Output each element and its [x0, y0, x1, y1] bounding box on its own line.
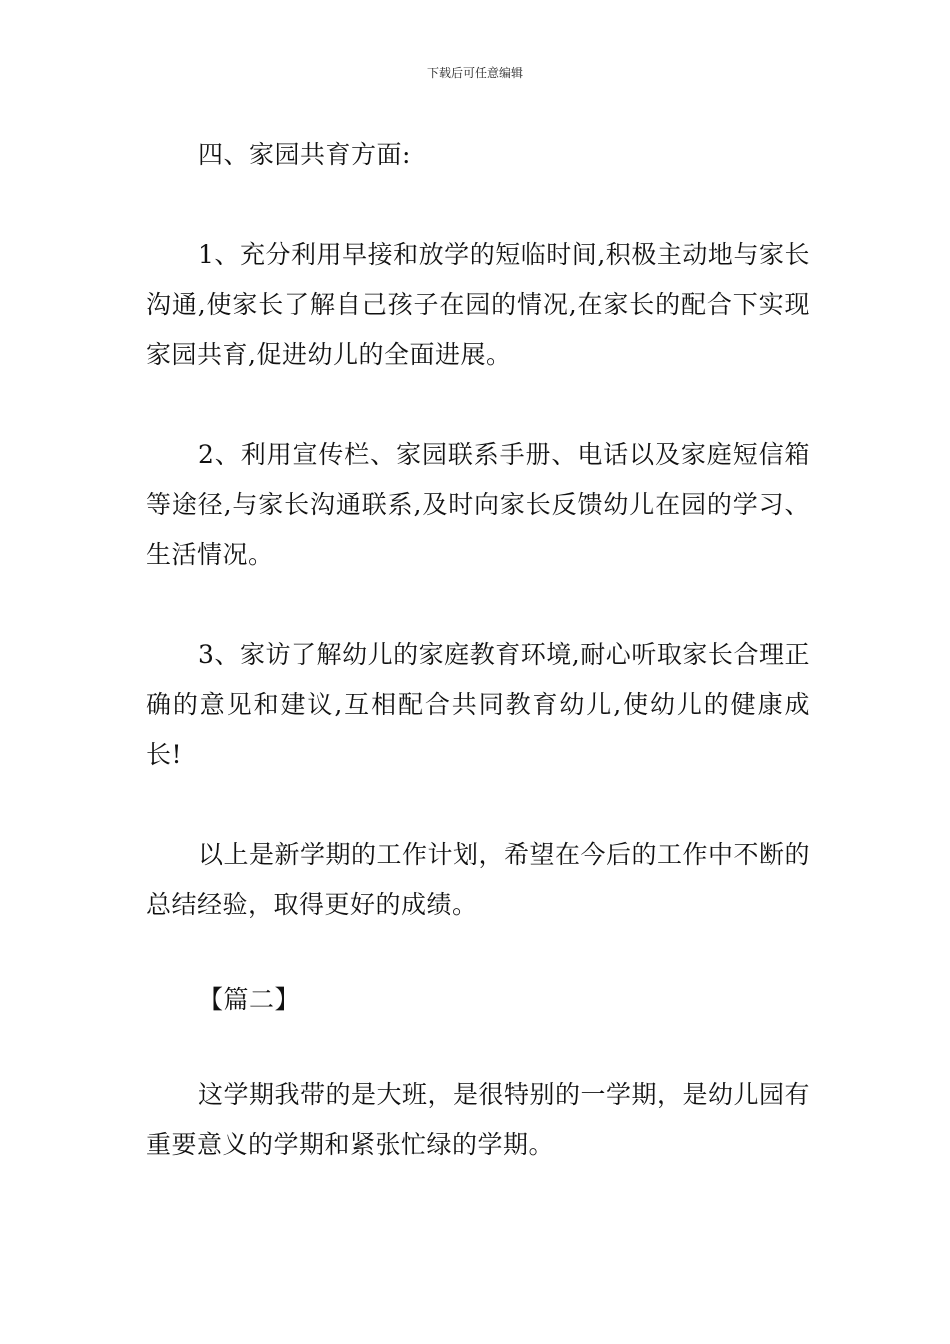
- paragraph-item-2: 2、利用宣传栏、家园联系手册、电话以及家庭短信箱等途径,与家长沟通联系,及时向家长反馈幼儿在园的学习、生活情况。: [146, 440, 810, 569]
- page-header-note: 下载后可任意编辑: [426, 66, 523, 80]
- section-heading: 四、家园共育方面:: [198, 140, 411, 169]
- paragraph-item-3: 3、家访了解幼儿的家庭教育环境,耐心听取家长合理正确的意见和建议,互相配合共同教育幼儿,使幼儿的健康成长!: [146, 640, 810, 769]
- section-title-part-two: 【篇二】: [198, 985, 301, 1014]
- document-body: [146, 130, 810, 1170]
- paragraph-intro: 这学期我带的是大班，是很特别的一学期，是幼儿园有重要意义的学期和紧张忙绿的学期。: [146, 1080, 811, 1159]
- paragraph-item-1: 1、充分利用早接和放学的短临时间,积极主动地与家长沟通,使家长了解自己孩子在园的情况,在家长的配合下实现家园共育,促进幼儿的全面进展。: [146, 240, 810, 369]
- paragraph-summary: 以上是新学期的工作计划，希望在今后的工作中不断的总结经验，取得更好的成绩。: [146, 840, 811, 919]
